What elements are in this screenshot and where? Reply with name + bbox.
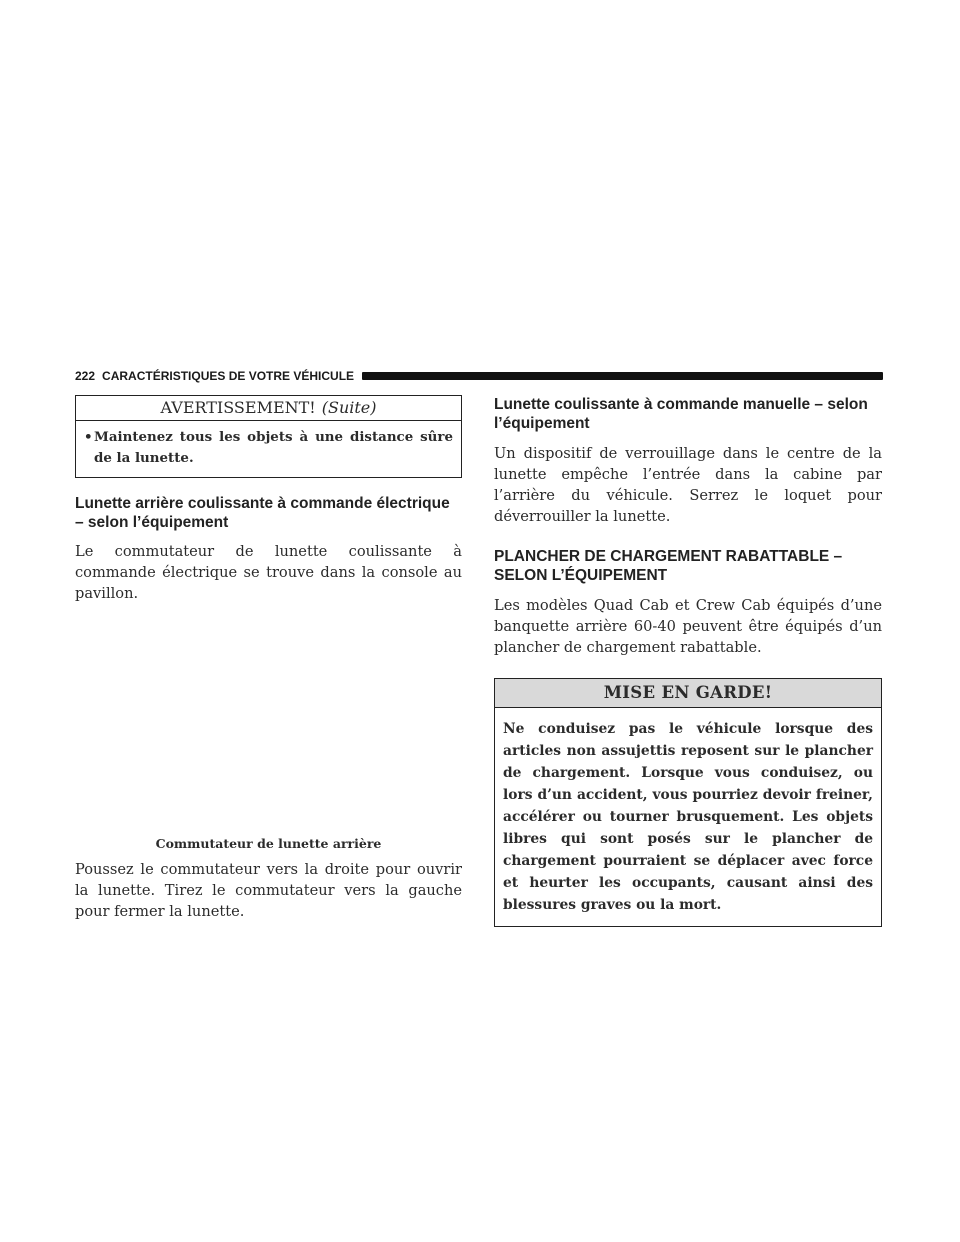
header-rule (362, 372, 883, 380)
caution-title: MISE EN GARDE! (495, 679, 881, 708)
left-column (75, 395, 462, 922)
cargo-floor-heading: PLANCHER DE CHARGEMENT RABATTABLE – SELON L’ÉQUIPEMENT (494, 548, 843, 584)
cargo-floor-text: Les modèles Quad Cab et Crew Cab équipés d’une banquette arrière 60-40 peuvent être équipés d’un plancher de chargement rabattable. (494, 597, 882, 656)
power-window-text: Le commutateur de lunette coulissante à commande électrique se trouve dans la console au pavillon. (75, 543, 462, 602)
warning-item-text: Maintenez tous les objets à une distance sûre de la lunette. (94, 429, 453, 466)
warning-item (84, 427, 453, 469)
warning-header (76, 396, 461, 421)
push-switch-text: Poussez le commutateur vers la droite pour ouvrir la lunette. Tirez le commutateur vers la gauche pour fermer la lunette. (75, 861, 462, 920)
figure-caption: Commutateur de lunette arrière (155, 836, 382, 851)
manual-window-text: Un dispositif de verrouillage dans le centre de la lunette empêche l’entrée dans la cabine par l’arrière du véhicule. Serrez le loquet pour déverrouiller la lunette. (494, 445, 882, 525)
warning-body (76, 421, 461, 477)
right-column (494, 395, 882, 927)
caution-text: Ne conduisez pas le véhicule lorsque des articles non assujettis reposent sur le plancher de chargement. Lorsque vous conduisez, ou lors d’un accident, vous pourriez devoir freiner, accélérer ou tourner brusquement. Les objets libres qui sont posés sur le plancher de chargement pourraient se déplacer avec force et heurter les occupants, causant ainsi des blessures graves ou la mort. (503, 721, 873, 913)
caution-box (494, 678, 882, 927)
manual-window-heading: Lunette coulissante à commande manuelle – selon l’équipement (494, 396, 868, 432)
power-window-heading: Lunette arrière coulissante à commande électrique – selon l’équipement (75, 495, 450, 531)
warning-title: AVERTISSEMENT! (160, 398, 316, 417)
page-number: 222 (75, 369, 96, 383)
figure-placeholder (75, 604, 462, 832)
page-header (75, 368, 883, 384)
warning-suffix: (Suite) (321, 398, 377, 417)
section-title: CARACTÉRISTIQUES DE VOTRE VÉHICULE (102, 369, 355, 383)
warning-box (75, 395, 462, 478)
bullet-icon: • (84, 429, 93, 445)
